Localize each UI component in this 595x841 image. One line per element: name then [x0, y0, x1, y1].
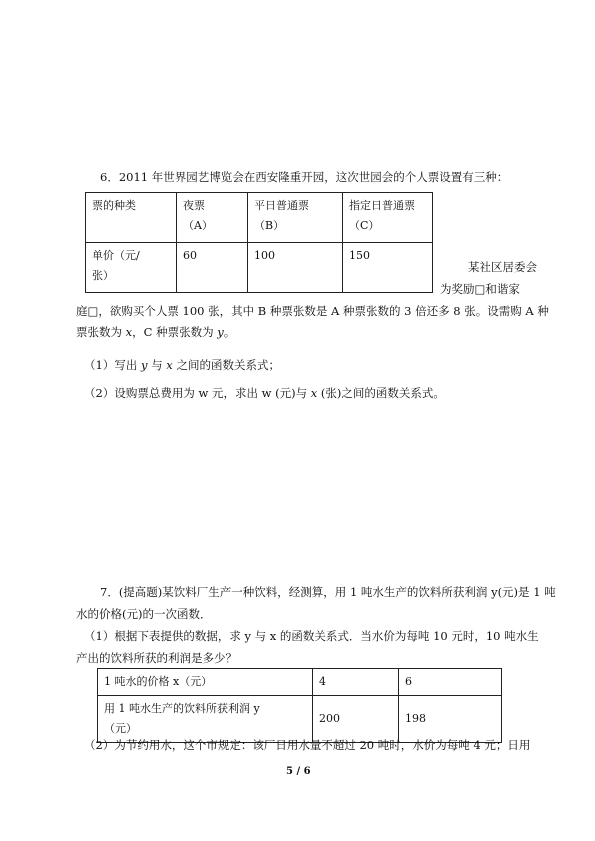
q6-body-line1: 庭□，欲购买个人票 100 张，其中 B 种票张数是 A 种票张数的 3 倍还多 8 张。设需购 A 种: [76, 304, 549, 318]
table-cell: 平日普通票 （B）: [248, 193, 343, 243]
table-cell: 1 吨水的价格 x（元）: [98, 669, 313, 696]
q6-body-line2: 票张数为 x，C 种票张数为 y。: [76, 325, 236, 339]
q6-sub2: （2）设购票总费用为 w 元，求出 w (元)与 x (张)之间的函数关系式。: [84, 386, 445, 400]
table-cell: 夜票 （A）: [177, 193, 248, 243]
table-row: [98, 669, 502, 696]
q6-intro: 6．2011 年世界园艺博览会在西安隆重开园，这次世园会的个人票设置有三种：: [100, 170, 509, 184]
q7-water-table: [97, 668, 502, 743]
table-cell: 198: [399, 696, 502, 743]
table-cell: 票的种类: [86, 193, 177, 243]
table-cell: 200: [313, 696, 399, 743]
q7-line2: 水的价格(元)的一次函数．: [76, 607, 212, 621]
page-number: 5 / 6: [286, 766, 311, 777]
table-row: [86, 243, 433, 293]
table-cell: 100: [248, 243, 343, 293]
q7-sub1-line2: 产出的饮料所获的利润是多少？: [76, 651, 237, 665]
table-cell: 6: [399, 669, 502, 696]
table-cell: 用 1 吨水生产的饮料所获利润 y （元）: [98, 696, 313, 743]
table-cell: 指定日普通票 （C）: [343, 193, 433, 243]
table-cell: 单价（元/ 张）: [86, 243, 177, 293]
table-cell: 150: [343, 243, 433, 293]
q6-side-text-2: 为奖励□和谐家: [440, 282, 520, 296]
q6-sub1: （1）写出 y 与 x 之间的函数关系式；: [84, 358, 280, 372]
q6-ticket-table: [85, 192, 433, 293]
q7-line1: 7．(提高题)某饮料厂生产一种饮料，经测算，用 1 吨水生产的饮料所获利润 y(元)是 1 吨: [100, 585, 556, 599]
q7-sub1-line1: （1）根据下表提供的数据，求 y 与 x 的函数关系式．当水价为每吨 10 元时，10 吨水生: [84, 629, 539, 643]
table-cell: 60: [177, 243, 248, 293]
table-cell: 4: [313, 669, 399, 696]
q7-sub2: （2）为节约用水，这个市规定：该厂日用水量不超过 20 吨时，水价为每吨 4 元；日用: [84, 738, 531, 752]
table-row: [86, 193, 433, 243]
q6-side-text-1: 某社区居委会: [468, 260, 537, 274]
